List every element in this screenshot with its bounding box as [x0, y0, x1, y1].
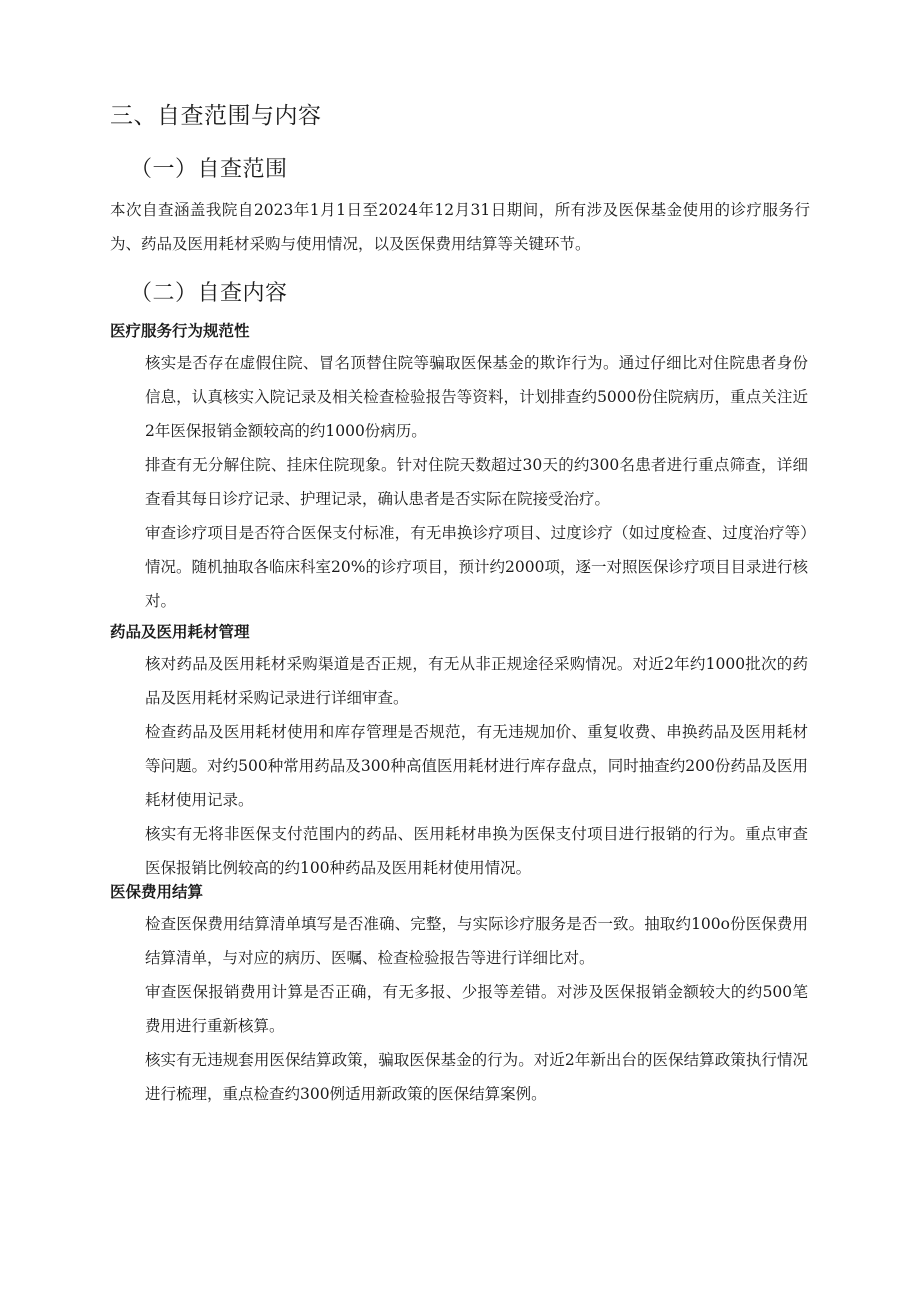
list-item: 审查诊疗项目是否符合医保支付标准，有无串换诊疗项目、过度诊疗（如过度检查、过度治疗等）情况。随机抽取各临床科室20%的诊疗项目，预计约2000项，逐一对照医保诊疗项目目录进行核对。 [145, 524, 808, 610]
content-heading: （二）自查内容 [130, 281, 288, 306]
list-item: 核实是否存在虚假住院、冒名顶替住院等骗取医保基金的欺诈行为。通过仔细比对住院患者身份信息，认真核实入院记录及相关检查检验报告等资料，计划排查约5000份住院病历，重点关注近2年医保报销金额较高的约1000份病历。 [145, 354, 808, 440]
list-item: 核实有无将非医保支付范围内的药品、医用耗材串换为医保支付项目进行报销的行为。重点审查医保报销比例较高的约100种药品及医用耗材使用情况。 [145, 825, 808, 877]
category-heading-settlement: 医保费用结算 [110, 883, 204, 901]
scope-paragraph: 本次自查涵盖我院自2023年1月1日至2024年12月31日期间，所有涉及医保基金使用的诊疗服务行为、药品及医用耗材采购与使用情况，以及医保费用结算等关键环节。 [110, 201, 810, 253]
category-heading-medical-service: 医疗服务行为规范性 [110, 322, 250, 340]
category-heading-drugs-consumables: 药品及医用耗材管理 [110, 623, 250, 641]
scope-heading: （一）自查范围 [130, 157, 288, 182]
list-item: 核对药品及医用耗材采购渠道是否正规，有无从非正规途径采购情况。对近2年约1000批次的药品及医用耗材采购记录进行详细审查。 [145, 655, 808, 707]
list-item: 审查医保报销费用计算是否正确，有无多报、少报等差错。对涉及医保报销金额较大的约500笔费用进行重新核算。 [145, 983, 808, 1035]
list-item: 核实有无违规套用医保结算政策，骗取医保基金的行为。对近2年新出台的医保结算政策执行情况进行梳理，重点检查约300例适用新政策的医保结算案例。 [145, 1051, 808, 1103]
list-item: 检查药品及医用耗材使用和库存管理是否规范，有无违规加价、重复收费、串换药品及医用耗材等问题。对约500种常用药品及300种高值医用耗材进行库存盘点，同时抽查约200份药品及医用耗材使用记录。 [145, 723, 808, 809]
section-title: 三、自查范围与内容 [110, 103, 322, 129]
list-item: 排查有无分解住院、挂床住院现象。针对住院天数超过30天的约300名患者进行重点筛查，详细查看其每日诊疗记录、护理记录，确认患者是否实际在院接受治疗。 [145, 456, 808, 508]
list-item: 检查医保费用结算清单填写是否准确、完整，与实际诊疗服务是否一致。抽取约100o份医保费用结算清单，与对应的病历、医嘱、检查检验报告等进行详细比对。 [145, 915, 808, 967]
